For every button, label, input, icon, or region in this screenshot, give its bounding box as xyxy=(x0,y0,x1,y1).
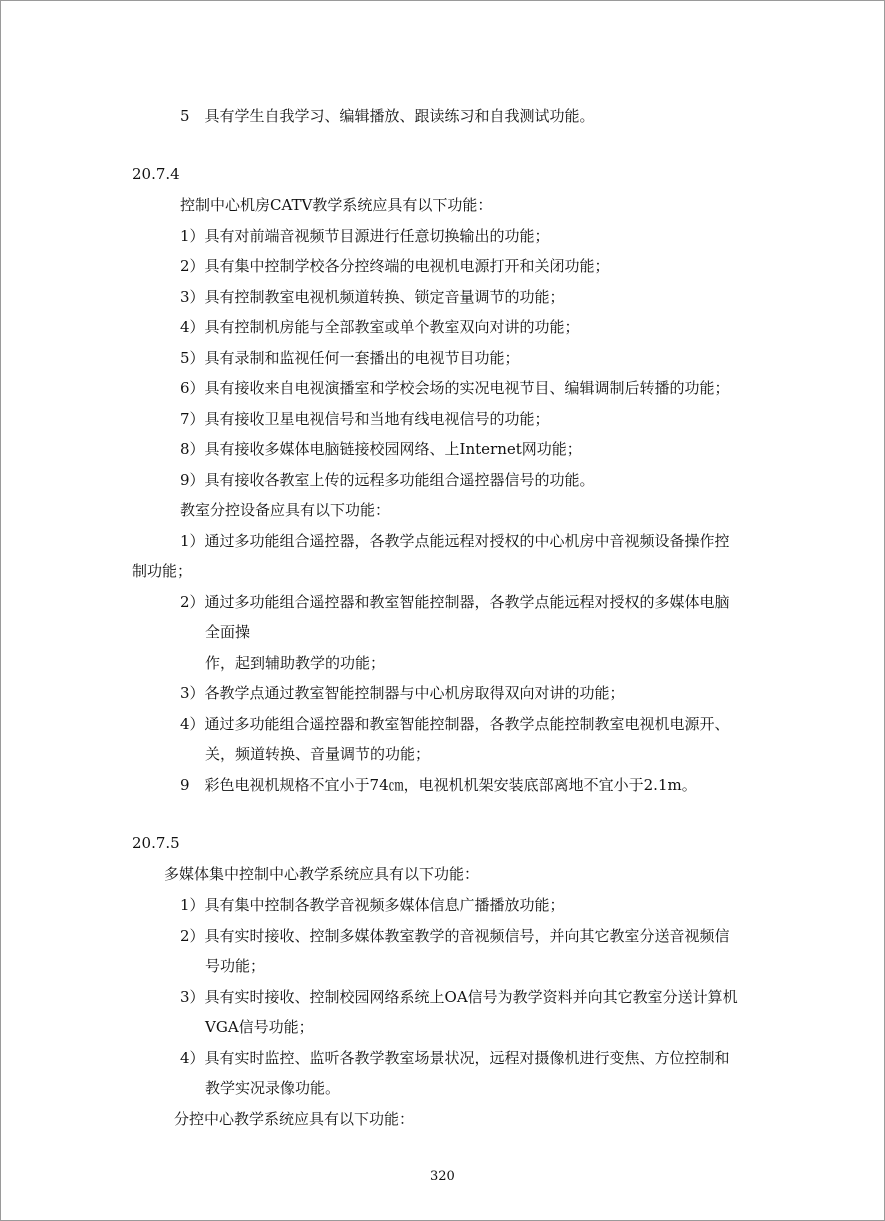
list-item: 3）具有控制教室电视机频道转换、锁定音量调节的功能； xyxy=(180,288,565,306)
list-item: 5）具有录制和监视任何一套播出的电视节目功能； xyxy=(180,349,520,367)
text-line: 5 具有学生自我学习、编辑播放、跟读练习和自我测试功能。 xyxy=(180,107,595,125)
list-item-continuation: 全面操 xyxy=(205,623,251,641)
list-item: 1）通过多功能组合遥控器，各教学点能远程对授权的中心机房中音视频设备操作控 xyxy=(180,532,730,550)
list-item: 4）具有控制机房能与全部教室或单个教室双向对讲的功能； xyxy=(180,318,580,336)
list-item-continuation: 关，频道转换、音量调节的功能； xyxy=(205,745,431,763)
page-number: 320 xyxy=(430,1169,455,1184)
list-item-continuation: 教学实况录像功能。 xyxy=(205,1079,341,1097)
list-item: 2）具有集中控制学校各分控终端的电视机电源打开和关闭功能； xyxy=(180,257,610,275)
text-line: 多媒体集中控制中心教学系统应具有以下功能： xyxy=(164,865,480,883)
list-item: 8）具有接收多媒体电脑链接校园网络、上Internet网功能； xyxy=(180,440,582,458)
list-item: 3）具有实时接收、控制校园网络系统上OA信号为教学资料并向其它教室分送计算机 xyxy=(180,988,738,1006)
list-item: 1）具有集中控制各教学音视频多媒体信息广播播放功能； xyxy=(180,896,565,914)
section-number: 20.7.5 xyxy=(132,834,180,852)
list-item: 2）通过多功能组合遥控器和教室智能控制器，各教学点能远程对授权的多媒体电脑 xyxy=(180,593,730,611)
list-item: 3）各教学点通过教室智能控制器与中心机房取得双向对讲的功能； xyxy=(180,684,625,702)
list-item-continuation: VGA信号功能； xyxy=(205,1018,314,1036)
list-item: 2）具有实时接收、控制多媒体教室教学的音视频信号，并向其它教室分送音视频信 xyxy=(180,927,730,945)
list-item: 6）具有接收来自电视演播室和学校会场的实况电视节目、编辑调制后转播的功能； xyxy=(180,379,730,397)
text-line: 9 彩色电视机规格不宜小于74㎝，电视机机架安装底部离地不宜小于2.1m。 xyxy=(180,776,697,794)
text-line: 教室分控设备应具有以下功能： xyxy=(180,501,391,519)
list-item-continuation: 制功能； xyxy=(132,562,193,580)
text-line: 控制中心机房CATV教学系统应具有以下功能： xyxy=(180,196,493,214)
list-item: 7）具有接收卫星电视信号和当地有线电视信号的功能； xyxy=(180,410,550,428)
list-item: 4）通过多功能组合遥控器和教室智能控制器，各教学点能控制教室电视机电源开、 xyxy=(180,715,730,733)
list-item: 1）具有对前端音视频节目源进行任意切换输出的功能； xyxy=(180,227,550,245)
list-item: 4）具有实时监控、监听各教学教室场景状况，远程对摄像机进行变焦、方位控制和 xyxy=(180,1049,730,1067)
list-item-continuation: 作，起到辅助教学的功能； xyxy=(205,654,386,672)
list-item-continuation: 号功能； xyxy=(205,957,266,975)
list-item: 9）具有接收各教室上传的远程多功能组合遥控器信号的功能。 xyxy=(180,471,595,489)
text-line: 分控中心教学系统应具有以下功能： xyxy=(174,1110,415,1128)
section-number: 20.7.4 xyxy=(132,165,180,183)
